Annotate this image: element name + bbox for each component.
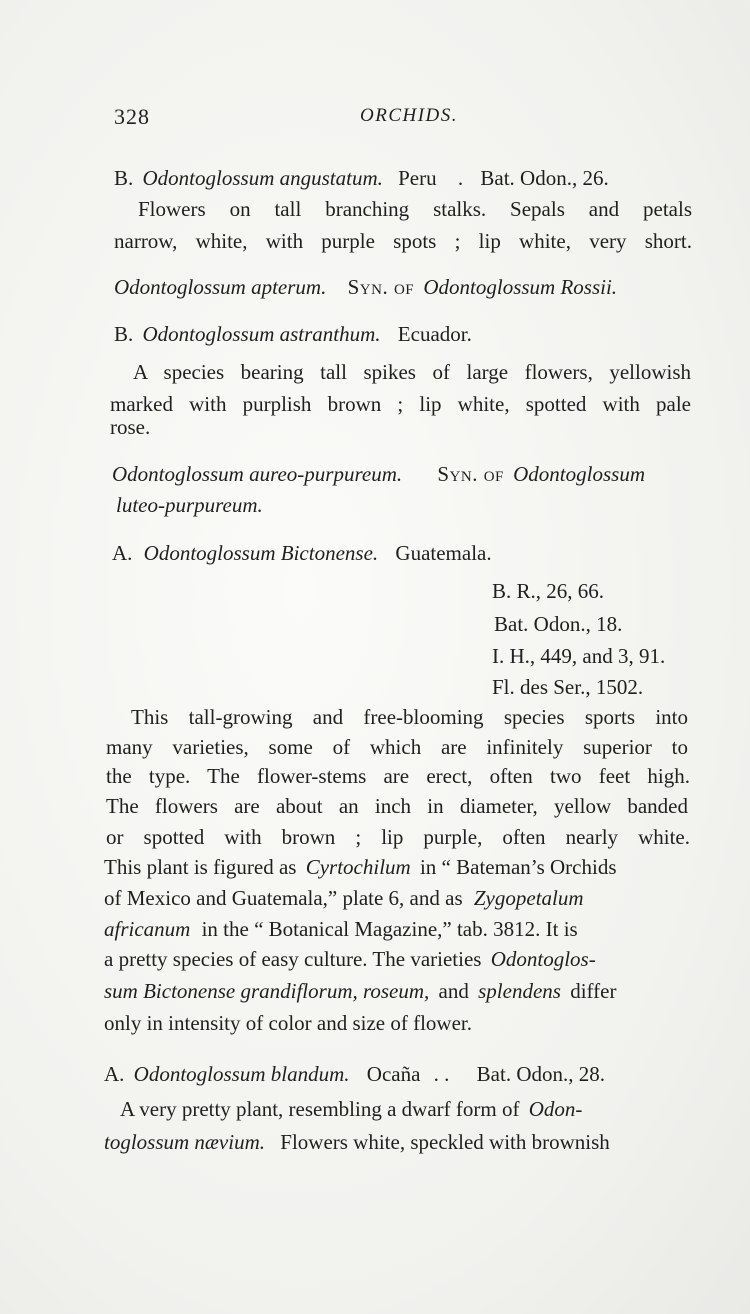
text-run: Flowers white, speckled with brownish <box>280 1130 610 1154</box>
species-name: Odontoglossum blandum. <box>133 1062 350 1086</box>
text-run: A very pretty plant, resembling a dwarf form of <box>120 1097 520 1121</box>
paragraph-line: many varieties, some of which are infinitely superior to <box>106 735 688 759</box>
description-line: marked with purplish brown ; lip white, spotted with pale <box>110 392 691 416</box>
entry-blandum <box>104 1061 605 1087</box>
synonym-target: Odontoglossum <box>513 462 645 486</box>
reference: B. R., 26, 66. <box>492 579 605 603</box>
text-run: Cyrtochilum <box>305 855 411 879</box>
text-run: Odon- <box>528 1097 583 1121</box>
text-run: differ <box>570 979 617 1003</box>
reference: Bat. Odon., 18. <box>494 612 623 636</box>
text-run: sum Bictonense grandiflorum, roseum, <box>104 979 430 1003</box>
text-run: and <box>438 979 469 1003</box>
paragraph-line: only in intensity of color and size of flower. <box>104 1011 473 1035</box>
entry-astranthum <box>114 321 472 347</box>
description-line: rose. <box>110 415 151 439</box>
text-run: in the “ Botanical Magazine,” tab. 3812. It is <box>201 917 578 941</box>
locale: Ecuador. <box>397 322 472 346</box>
paragraph-line: or spotted with brown ; lip purple, often nearly white. <box>106 825 690 849</box>
reference: I. H., 449, and 3, 91. <box>492 644 666 668</box>
paragraph-line <box>104 854 617 880</box>
species-name: Odontoglossum Bictonense. <box>143 541 379 565</box>
text-run: africanum <box>104 917 191 941</box>
leader-dot: . <box>457 166 464 190</box>
paragraph-line: This tall-growing and free-blooming species sports into <box>131 705 688 729</box>
text-run: a pretty species of easy culture. The varieties <box>104 947 482 971</box>
species-name: Odontoglossum apterum. <box>114 275 327 299</box>
text-run: in “ Bateman’s Orchids <box>419 855 617 879</box>
locale: Guatemala. <box>395 541 492 565</box>
description-line: A species bearing tall spikes of large flowers, yellowish <box>133 360 691 384</box>
synonym-label: Syn. of <box>437 462 504 486</box>
entry-bictonense <box>112 540 492 566</box>
paragraph-line: The flowers are about an inch in diameter, yellow banded <box>106 794 688 818</box>
species-name: Odontoglossum aureo-purpureum. <box>112 462 403 486</box>
species-name: Odontoglossum astranthum. <box>142 322 381 346</box>
reference: Bat. Odon., 28. <box>476 1062 605 1086</box>
synonym-target: Odontoglossum Rossii. <box>423 275 618 299</box>
leader-dots: . . <box>433 1062 450 1086</box>
locale: Ocaña <box>366 1062 421 1086</box>
reference: Fl. des Ser., 1502. <box>492 675 644 699</box>
text-run: Zygopetalum <box>473 886 584 910</box>
text-run: splendens <box>478 979 561 1003</box>
synonym-target-continued: luteo-purpureum. <box>116 493 263 517</box>
grade-label: A. <box>104 1062 125 1086</box>
page-number: 328 <box>114 104 150 129</box>
entry-apterum <box>114 274 617 300</box>
text-run: of Mexico and Guatemala,” plate 6, and as <box>104 886 463 910</box>
text-run: Odontoglos- <box>490 947 596 971</box>
description-line: Flowers on tall branching stalks. Sepals and petals <box>138 197 692 221</box>
grade-label: B. <box>114 166 134 190</box>
text-run: This plant is figured as <box>104 855 297 879</box>
entry-angustatum <box>114 165 609 191</box>
paragraph-line <box>104 916 578 942</box>
description-line <box>120 1096 582 1122</box>
species-name: Odontoglossum angustatum. <box>142 166 383 190</box>
description-line <box>104 1129 610 1155</box>
entry-aureopurpureum <box>112 461 645 487</box>
synonym-label: Syn. of <box>347 275 415 299</box>
paragraph-line <box>104 885 584 911</box>
text-run: toglossum nævium. <box>104 1130 266 1154</box>
running-title: ORCHIDS. <box>360 105 459 126</box>
paragraph-line <box>104 946 596 972</box>
paragraph-line: the type. The flower-stems are erect, often two feet high. <box>106 764 690 788</box>
paragraph-line <box>104 978 616 1004</box>
locale: Peru <box>398 166 437 190</box>
reference: Bat. Odon., 26. <box>480 166 609 190</box>
grade-label: A. <box>112 541 133 565</box>
description-line: narrow, white, with purple spots ; lip white, very short. <box>114 229 692 253</box>
grade-label: B. <box>114 322 134 346</box>
